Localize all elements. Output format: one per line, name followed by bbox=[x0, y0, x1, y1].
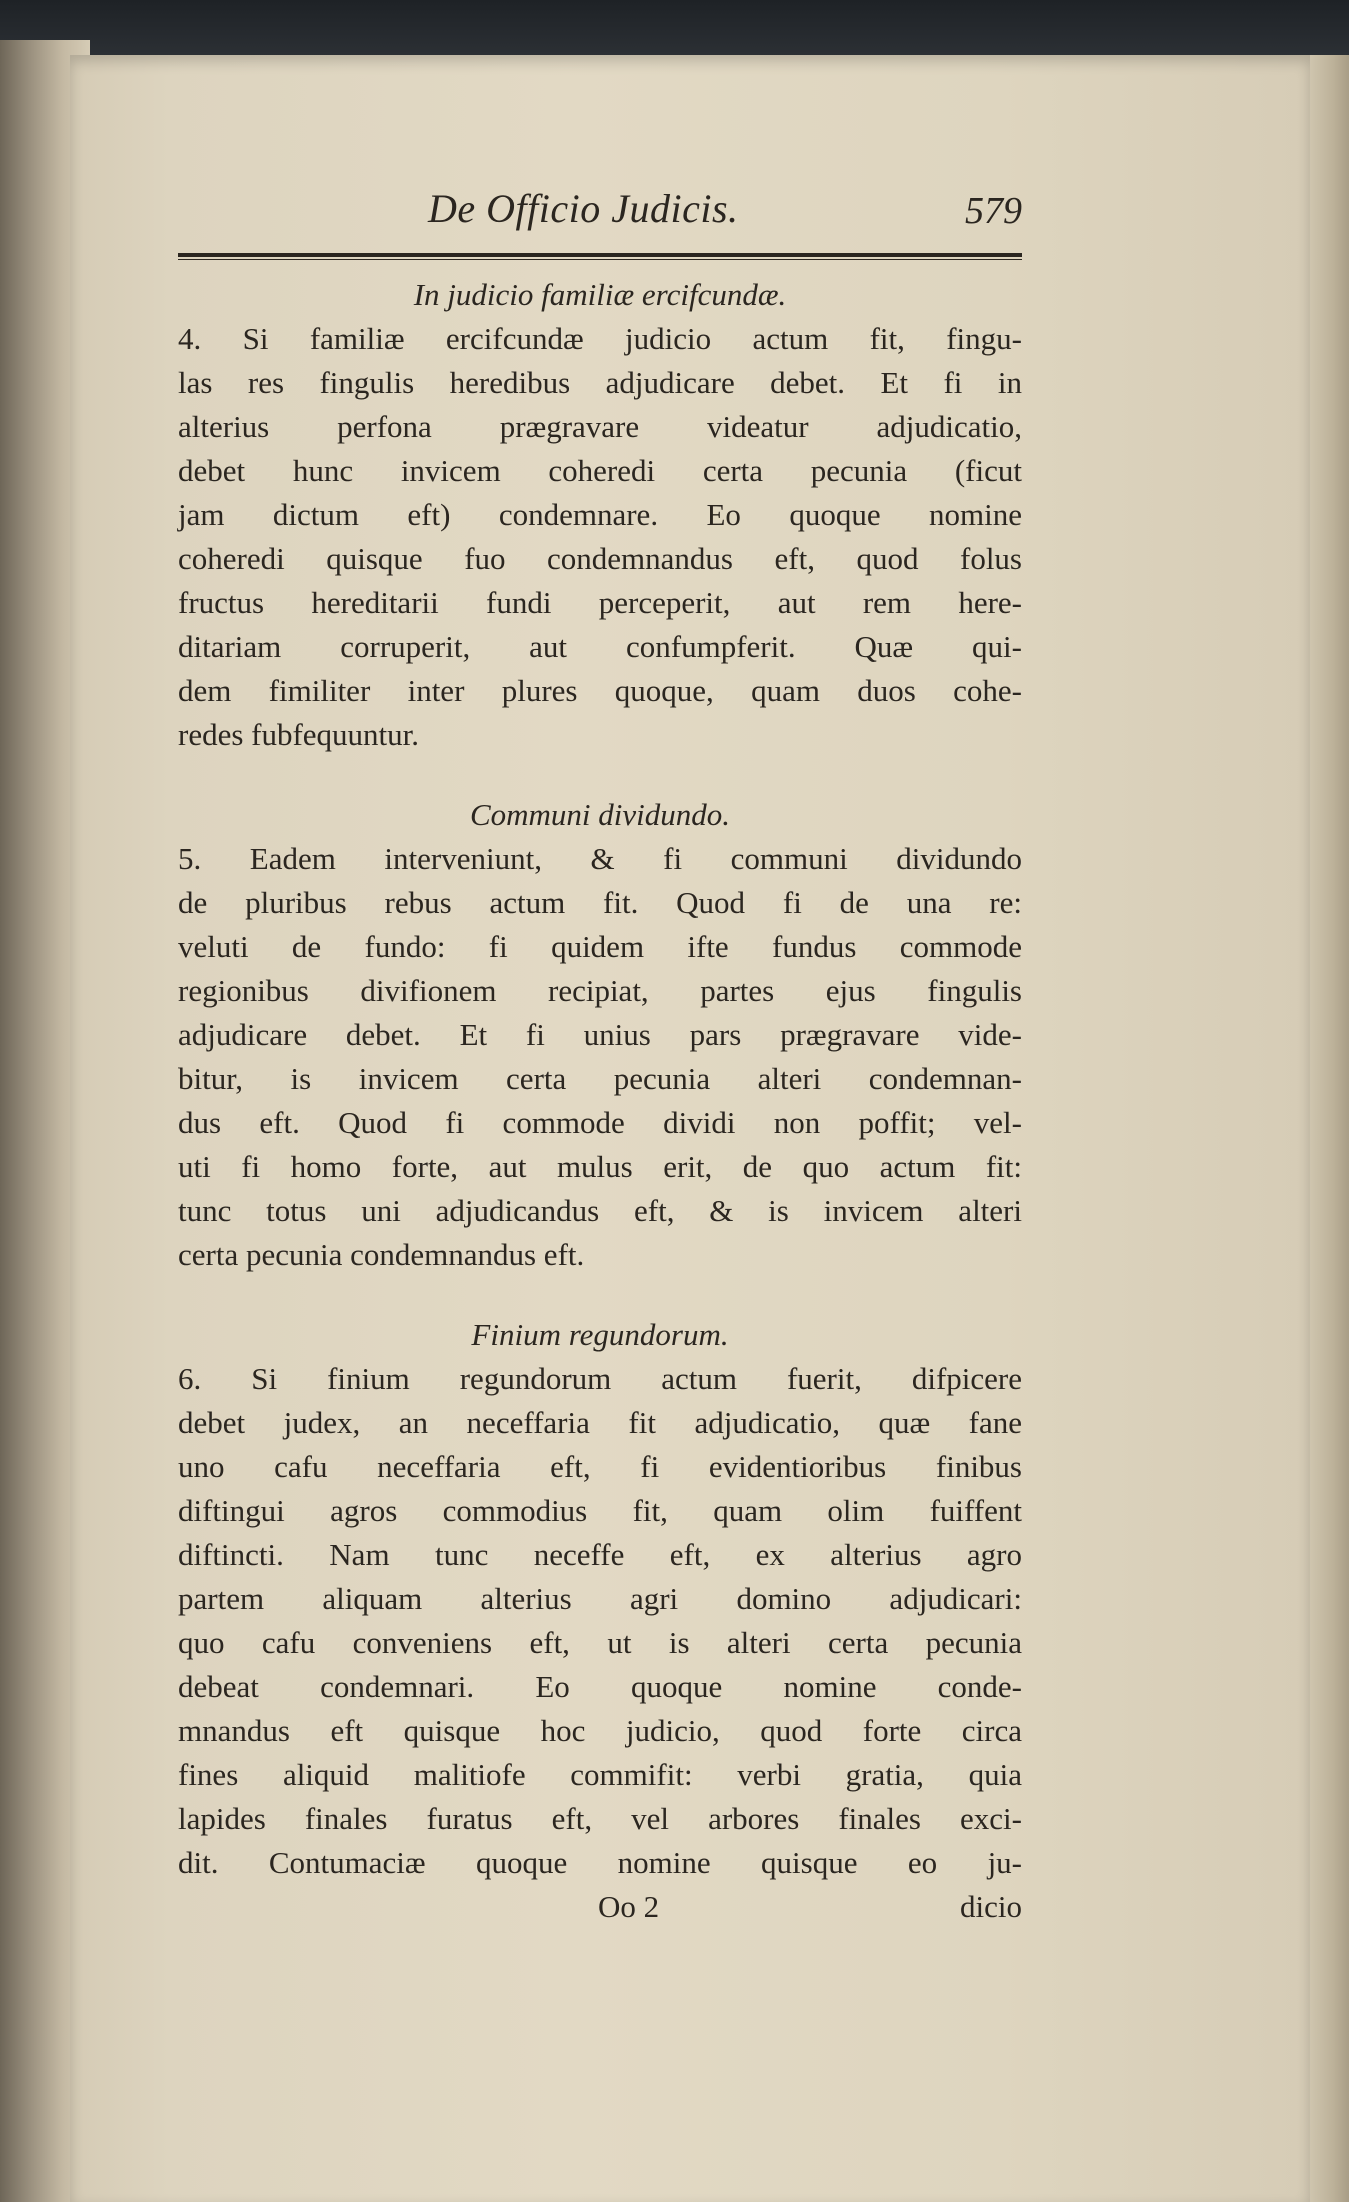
text-line: veluti de fundo: fi quidem ifte fundus commode bbox=[178, 929, 1022, 964]
text-line: diftincti. Nam tunc neceffe eft, ex alterius agro bbox=[178, 1537, 1022, 1572]
text-line: coheredi quisque fuo condemnandus eft, quod folus bbox=[178, 541, 1022, 576]
text-line: certa pecunia condemnandus eft. bbox=[178, 1237, 585, 1272]
text-line: debet judex, an neceffaria fit adjudicatio, quæ fane bbox=[178, 1405, 1022, 1440]
text-line: bitur, is invicem certa pecunia alteri condemnan- bbox=[178, 1061, 1022, 1096]
text-line: uti fi homo forte, aut mulus erit, de quo actum fit: bbox=[178, 1149, 1022, 1184]
text-line: de pluribus rebus actum fit. Quod fi de una re: bbox=[178, 885, 1022, 920]
text-line: redes fubfequuntur. bbox=[178, 717, 420, 752]
text-line: fructus hereditarii fundi perceperit, aut rem here- bbox=[178, 585, 1022, 620]
section-heading: Finium regundorum. bbox=[471, 1317, 729, 1352]
section-finium-regundorum bbox=[178, 1313, 1022, 1885]
text-line: las res fingulis heredibus adjudicare debet. Et fi in bbox=[178, 365, 1022, 400]
text-line: ditariam corruperit, aut confumpferit. Quæ qui- bbox=[178, 629, 1022, 664]
paragraph bbox=[178, 1357, 1022, 1885]
text-line: alterius perfona prægravare videatur adjudicatio, bbox=[178, 409, 1022, 444]
section-communi-dividundo bbox=[178, 793, 1022, 1277]
text-line: dus eft. Quod fi commode dividi non poffit; vel- bbox=[178, 1105, 1022, 1140]
text-line: regionibus divifionem recipiat, partes ejus fingulis bbox=[178, 973, 1022, 1008]
text-line: 5. Eadem interveniunt, & fi communi dividundo bbox=[178, 841, 1022, 876]
text-line: adjudicare debet. Et fi unius pars prægravare vide- bbox=[178, 1017, 1022, 1052]
section-heading: In judicio familiæ ercifcundæ. bbox=[413, 277, 787, 312]
text-line: lapides finales furatus eft, vel arbores finales exci- bbox=[178, 1801, 1022, 1836]
text-line: 6. Si finium regundorum actum fuerit, difpicere bbox=[178, 1361, 1022, 1396]
page-right-edge bbox=[1310, 55, 1349, 2202]
page-number: 579 bbox=[965, 190, 1022, 232]
paragraph bbox=[178, 317, 1022, 757]
text-line: fines aliquid malitiofe commifit: verbi gratia, quia bbox=[178, 1757, 1022, 1792]
text-line: jam dictum eft) condemnare. Eo quoque nomine bbox=[178, 497, 1022, 532]
catchword: dicio bbox=[960, 1889, 1022, 1924]
text-line: mnandus eft quisque hoc judicio, quod forte circa bbox=[178, 1713, 1022, 1748]
text-line: debet hunc invicem coheredi certa pecunia (ficut bbox=[178, 453, 1022, 488]
running-title: De Officio Judicis. bbox=[428, 186, 739, 231]
signature-mark: Oo 2 bbox=[598, 1889, 660, 1924]
page-text bbox=[178, 185, 1022, 1929]
text-line: 4. Si familiæ ercifcundæ judicio actum fit, fingu- bbox=[178, 321, 1022, 356]
header-rule bbox=[178, 253, 1022, 260]
text-line: quo cafu conveniens eft, ut is alteri certa pecunia bbox=[178, 1625, 1022, 1660]
section-familiae-ercifcundae bbox=[178, 273, 1022, 757]
text-line: tunc totus uni adjudicandus eft, & is invicem alteri bbox=[178, 1193, 1022, 1228]
running-head bbox=[178, 185, 1022, 255]
text-line: diftingui agros commodius fit, quam olim fuiffent bbox=[178, 1493, 1022, 1528]
paragraph bbox=[178, 837, 1022, 1277]
text-line: uno cafu neceffaria eft, fi evidentioribus finibus bbox=[178, 1449, 1022, 1484]
page-footer bbox=[178, 1885, 1022, 1929]
text-line: partem aliquam alterius agri domino adjudicari: bbox=[178, 1581, 1022, 1616]
section-heading: Communi dividundo. bbox=[469, 797, 731, 832]
text-line: dit. Contumaciæ quoque nomine quisque eo ju- bbox=[178, 1845, 1022, 1880]
text-line: dem fimiliter inter plures quoque, quam duos cohe- bbox=[178, 673, 1022, 708]
text-line: debeat condemnari. Eo quoque nomine conde- bbox=[178, 1669, 1022, 1704]
